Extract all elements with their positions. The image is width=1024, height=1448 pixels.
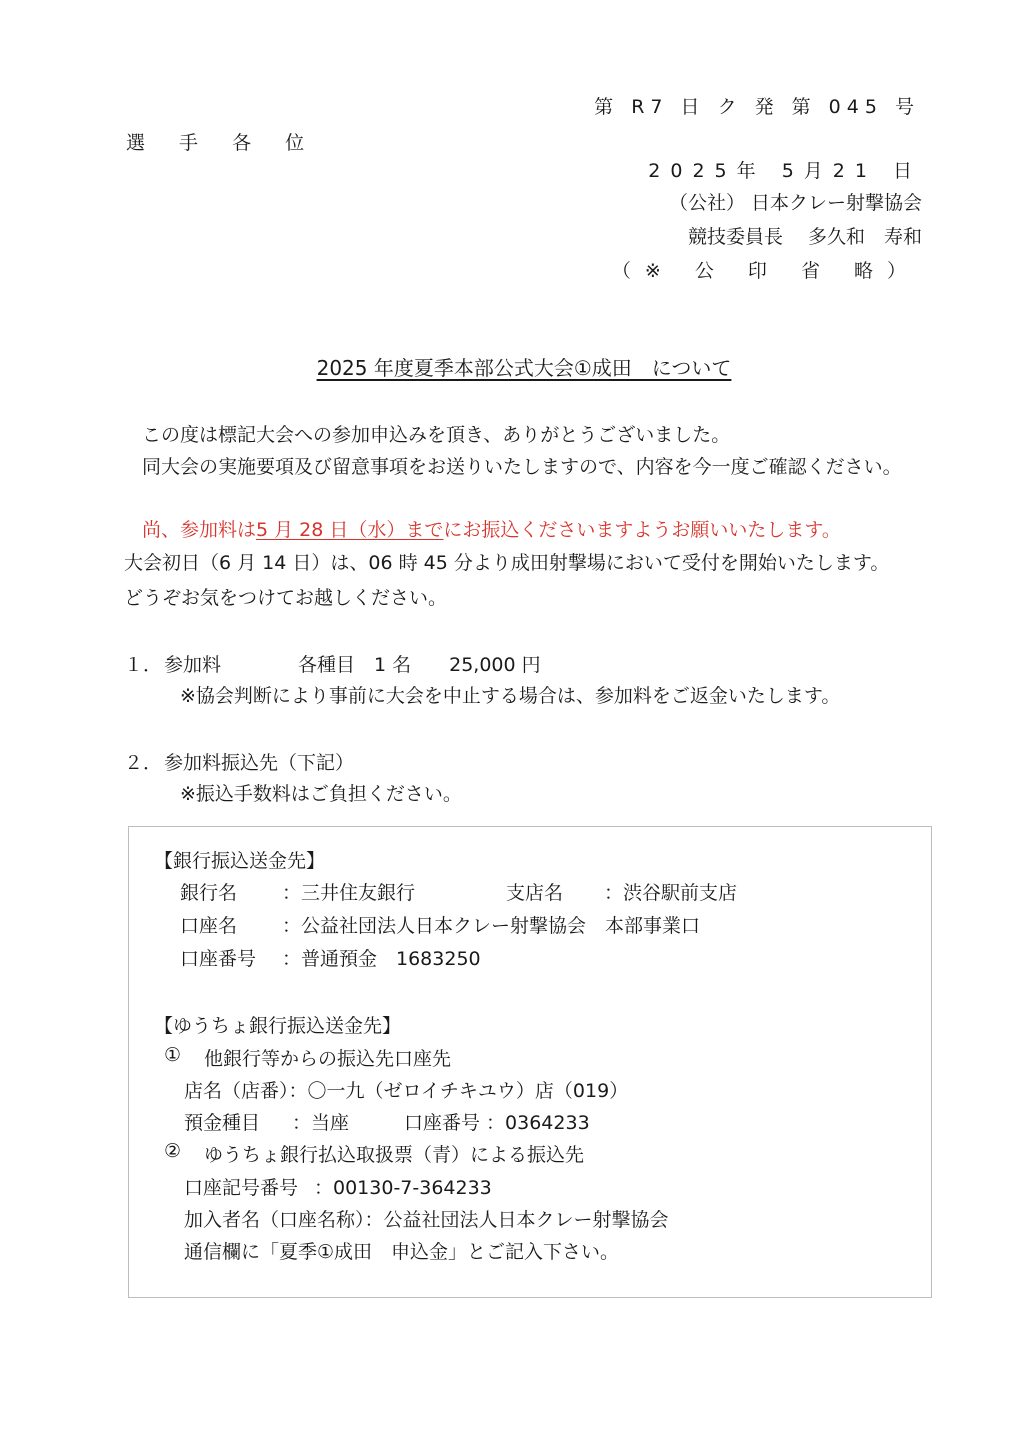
account-number-label: 口座番号 xyxy=(180,948,257,970)
account-name-label: 口座名 xyxy=(180,915,238,937)
subscriber-name: 加入者名（口座名称）：公益社団法人日本クレー射撃協会 xyxy=(184,1209,669,1231)
account-code-label: 口座記号番号 xyxy=(184,1177,299,1199)
section-2-number: ２． xyxy=(124,752,163,774)
organization-name: （公社） 日本クレー射撃協会 xyxy=(668,192,922,214)
bank-name-value: ：三井住友銀行 xyxy=(282,882,416,904)
notice-prefix: 尚、参加料は xyxy=(142,519,257,541)
account-number-value: ：普通預金 1683250 xyxy=(282,948,481,970)
yucho-store: 店名（店番）：〇一九（ゼロイチキユウ）店（019） xyxy=(184,1080,629,1102)
reception-info: 大会初日（6 月 14 日）は、06 時 45 分より成田射撃場において受付を開始いたします。 xyxy=(124,552,890,574)
closing-line: どうぞお気をつけてお越しください。 xyxy=(124,587,448,609)
document-number: 第 R7 日 ク 発 第 045 号 xyxy=(594,96,920,118)
bank-name-label: 銀行名 xyxy=(180,882,238,904)
section-2-label: 参加料振込先（下記） xyxy=(164,752,355,774)
seal-note: （※ 公 印 省 略） xyxy=(611,260,920,282)
section-1-number: １． xyxy=(124,654,163,676)
branch-value: ：渋谷駅前支店 xyxy=(604,882,738,904)
transfer-fee-note: ※振込手数料はご負担ください。 xyxy=(180,783,462,805)
deposit-type-value: ：当座 xyxy=(292,1112,350,1134)
notice-suffix: にお振込くださいますようお願いいたします。 xyxy=(443,519,841,541)
yucho-heading: 【ゆうちょ銀行振込送金先】 xyxy=(154,1015,402,1037)
memo-instruction: 通信欄に「夏季①成田 申込金」とご記入下さい。 xyxy=(184,1241,620,1263)
yucho-item-2-title: ゆうちょ銀行払込取扱票（青）による振込先 xyxy=(204,1144,585,1166)
officer-name: 競技委員長 多久和 寿和 xyxy=(687,226,922,248)
recipients: 選 手 各 位 xyxy=(126,132,319,154)
payment-notice xyxy=(142,515,841,542)
intro-paragraph-1: この度は標記大会への参加申込みを頂き、ありがとうございました。 xyxy=(142,424,731,446)
yucho-item-2-mark: ② xyxy=(164,1140,182,1162)
yucho-item-1-mark: ① xyxy=(164,1044,182,1066)
section-1-label: 参加料 xyxy=(164,654,222,676)
branch-label: 支店名 xyxy=(506,882,564,904)
yucho-account-number: 口座番号 ：0364233 xyxy=(404,1112,590,1134)
account-code-value: ：00130-7-364233 xyxy=(314,1177,492,1199)
deposit-type-label: 預金種目 xyxy=(184,1112,261,1134)
refund-note: ※協会判断により事前に大会を中止する場合は、参加料をご返金いたします。 xyxy=(180,685,841,707)
intro-paragraph-2: 同大会の実施要項及び留意事項をお送りいたしますので、内容を今一度ご確認ください。 xyxy=(142,456,902,478)
page-title: 2025 年度夏季本部公式大会①成田 について xyxy=(316,356,732,380)
account-name-value: ：公益社団法人日本クレー射撃協会 本部事業口 xyxy=(282,915,701,937)
yucho-item-1-title: 他銀行等からの振込先口座先 xyxy=(204,1048,452,1070)
issue-date: 2025年 5月21 日 xyxy=(648,160,922,182)
notice-deadline: 5 月 28 日（水）まで xyxy=(256,519,444,541)
bank-heading: 【銀行振込送金先】 xyxy=(154,850,326,872)
entry-fee-value: 各種目 1 名 25,000 円 xyxy=(298,654,541,676)
